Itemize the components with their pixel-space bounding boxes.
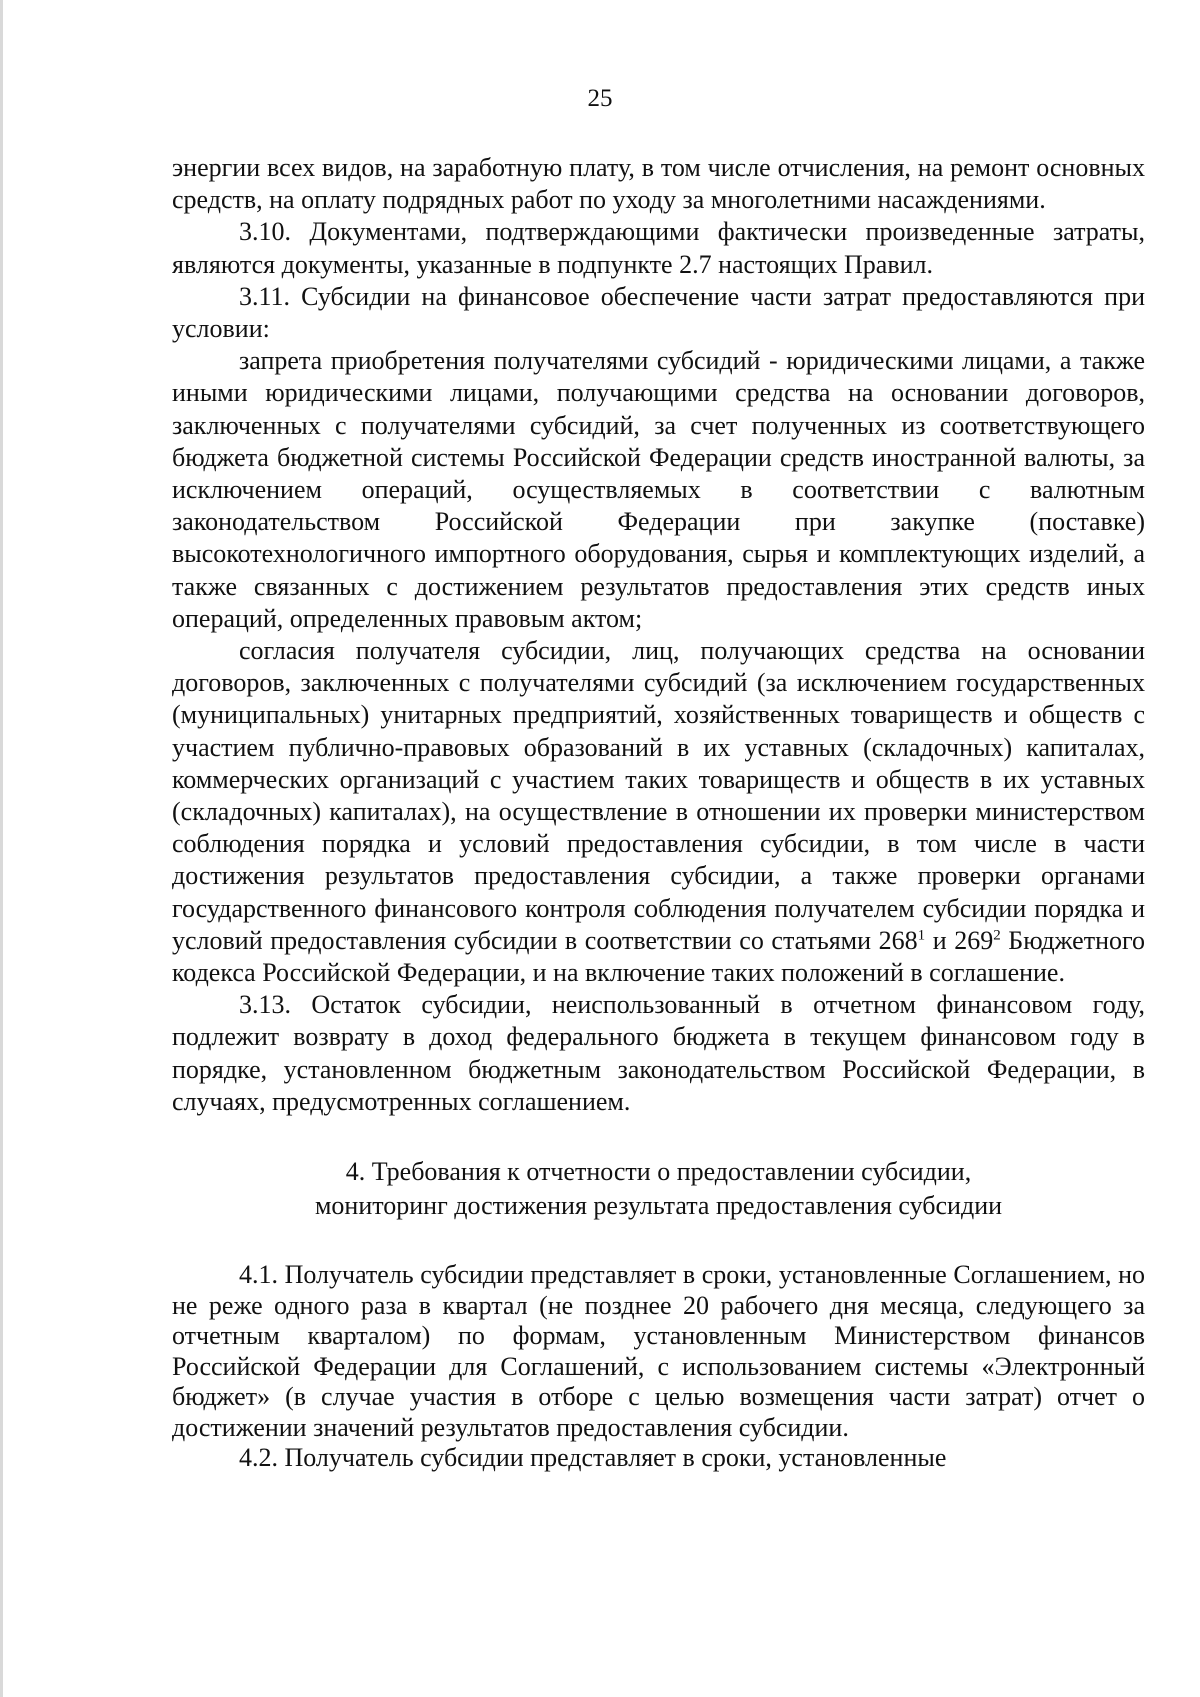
paragraph-continuation: энергии всех видов, на заработную плату, в том числе отчисления, на ремонт основных средств, на оплату подрядных работ по уходу за многолетними насаждениями. <box>172 153 1145 215</box>
footnote-mark-1: 1 <box>917 927 926 944</box>
consent-text-part2: и 269 <box>925 925 994 955</box>
paragraph-3-11: 3.11. Субсидии на финансовое обеспечение части затрат предоставляются при условии: <box>172 281 1145 344</box>
paragraph-3-10: 3.10. Документами, подтверждающими фактически произведенные затраты, являются документы, указанные в подпункте 2.7 настоящих Правил. <box>172 217 1145 279</box>
document-body <box>172 152 1145 1474</box>
consent-text-part3: Бюджетного кодекса Российской Федерации, и на включение таких положений в соглашение. <box>172 925 1145 988</box>
paragraph-prohibition: запрета приобретения получателями субсидий - юридическими лицами, а также иными юридическими лицами, получающими средства на основании договоров, заключенных с получателями субсидий, за счет полученных из соответствующего бюджета бюджетной системы Российской Федерации средств иностранной валюты, за исключением операций, осуществляемых в соответствии с валютным законодательством Российской Федерации при закупке (поставке) высокотехнологичного импортного оборудования, сырья и комплектующих изделий, а также связанных с достижением результатов предоставления этих средств иных операций, определенных правовым актом; <box>172 346 1145 633</box>
paragraph-4-2: 4.2. Получатель субсидии представляет в сроки, установленные <box>239 1443 947 1473</box>
paragraph-4-1: 4.1. Получатель субсидии представляет в сроки, установленные Соглашением, но не реже одного раза в квартал (не позднее 20 рабочего дня месяца, следующего за отчетным кварталом) по формам, установленным Министерством финансов Российской Федерации для Соглашений, с использованием системы «Электронный бюджет» (в случае участия в отборе с целью возмещения части затрат) отчет о достижении значений результатов предоставления субсидии. <box>172 1260 1145 1442</box>
footnote-mark-2: 2 <box>993 927 1001 944</box>
paragraph-consent <box>172 635 1145 989</box>
paragraph-3-13: 3.13. Остаток субсидии, неиспользованный в отчетном финансовом году, подлежит возврату в доход федерального бюджета в текущем финансовом году в порядке, установленном бюджетным законодательством Российской Федерации, в случаях, предусмотренных соглашением. <box>172 990 1145 1116</box>
section-4-heading <box>172 1155 1145 1223</box>
section-4-body <box>172 1260 1145 1474</box>
page-number: 25 <box>587 85 613 112</box>
scan-edge <box>0 0 3 1697</box>
section-4-heading-line-2: мониторинг достижения результата предоставления субсидии <box>314 1191 1003 1221</box>
consent-text-part1: согласия получателя субсидии, лиц, получающих средства на основании договоров, заключенных с получателями субсидий (за исключением государственных (муниципальных) унитарных предприятий, хозяйственных товариществ и обществ с участием публично-правовых образований в их уставных (складочных) капиталах, коммерческих организаций с участием таких товариществ и обществ в их уставных (складочных) капиталах), на осуществление в отношении их проверки министерством соблюдения порядка и условий предоставления субсидии, в том числе в части достижения результатов предоставления субсидии, а также проверки органами государственного финансового контроля соблюдения получателем субсидии порядка и условий предоставления субсидии в соответствии со статьями 268 <box>172 636 1145 955</box>
section-4-heading-line-1: 4. Требования к отчетности о предоставлении субсидии, <box>345 1157 972 1187</box>
